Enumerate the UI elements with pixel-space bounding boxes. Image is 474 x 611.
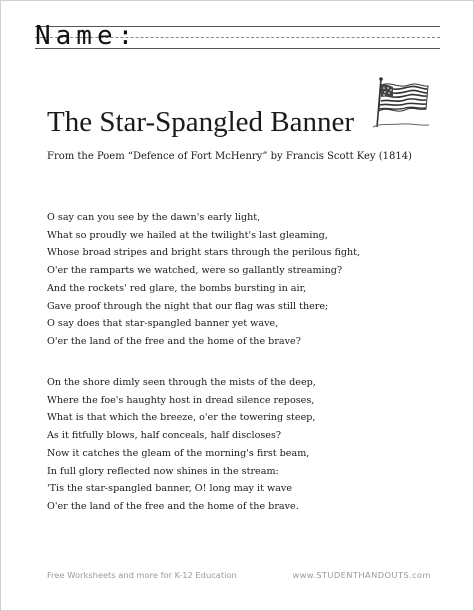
poem-line: What so proudly we hailed at the twilight's last gleaming, (47, 229, 328, 241)
stanza-1 (47, 209, 360, 351)
poem-line: On the shore dimly seen through the mists of the deep, (47, 377, 316, 388)
american-flag-icon (371, 75, 431, 131)
name-field[interactable] (35, 23, 440, 51)
poem-line: In full glory reflected now shines in the stream: (47, 465, 279, 477)
stanza-2 (47, 374, 316, 516)
poem-line: O'er the land of the free and the home of the brave. (47, 500, 299, 512)
poem-line: Gave proof through the night that our flag was still there; (47, 300, 329, 312)
poem-line: O'er the ramparts we watched, were so gallantly streaming? (47, 265, 343, 277)
footer-website: www.STUDENTHANDOUTS.com (292, 570, 431, 580)
poem-line: Now it catches the gleam of the morning's first beam, (47, 447, 310, 459)
page-title: The Star-Spangled Banner (47, 106, 355, 138)
poem-line: And the rockets' red glare, the bombs bursting in air, (47, 282, 307, 294)
poem-line: Where the foe's haughty host in dread silence reposes, (47, 394, 315, 406)
poem-line: O say does that star-spangled banner yet wave, (47, 318, 279, 330)
name-label: Name: (35, 21, 139, 51)
poem-line: 'Tis the star-spangled banner, O! long may it wave (47, 483, 293, 495)
poem-line: O say can you see by the dawn's early light, (47, 212, 261, 223)
footer-tagline: Free Worksheets and more for K-12 Education (47, 570, 237, 580)
poem-line: O'er the land of the free and the home of the brave? (47, 335, 301, 347)
poem-line: What is that which the breeze, o'er the towering steep, (47, 412, 316, 424)
poem-line: As it fitfully blows, half conceals, half discloses? (47, 430, 282, 442)
page-subtitle: From the Poem “Defence of Fort McHenry” by Francis Scott Key (1814) (47, 151, 412, 162)
poem-line: Whose broad stripes and bright stars through the perilous fight, (47, 247, 361, 259)
